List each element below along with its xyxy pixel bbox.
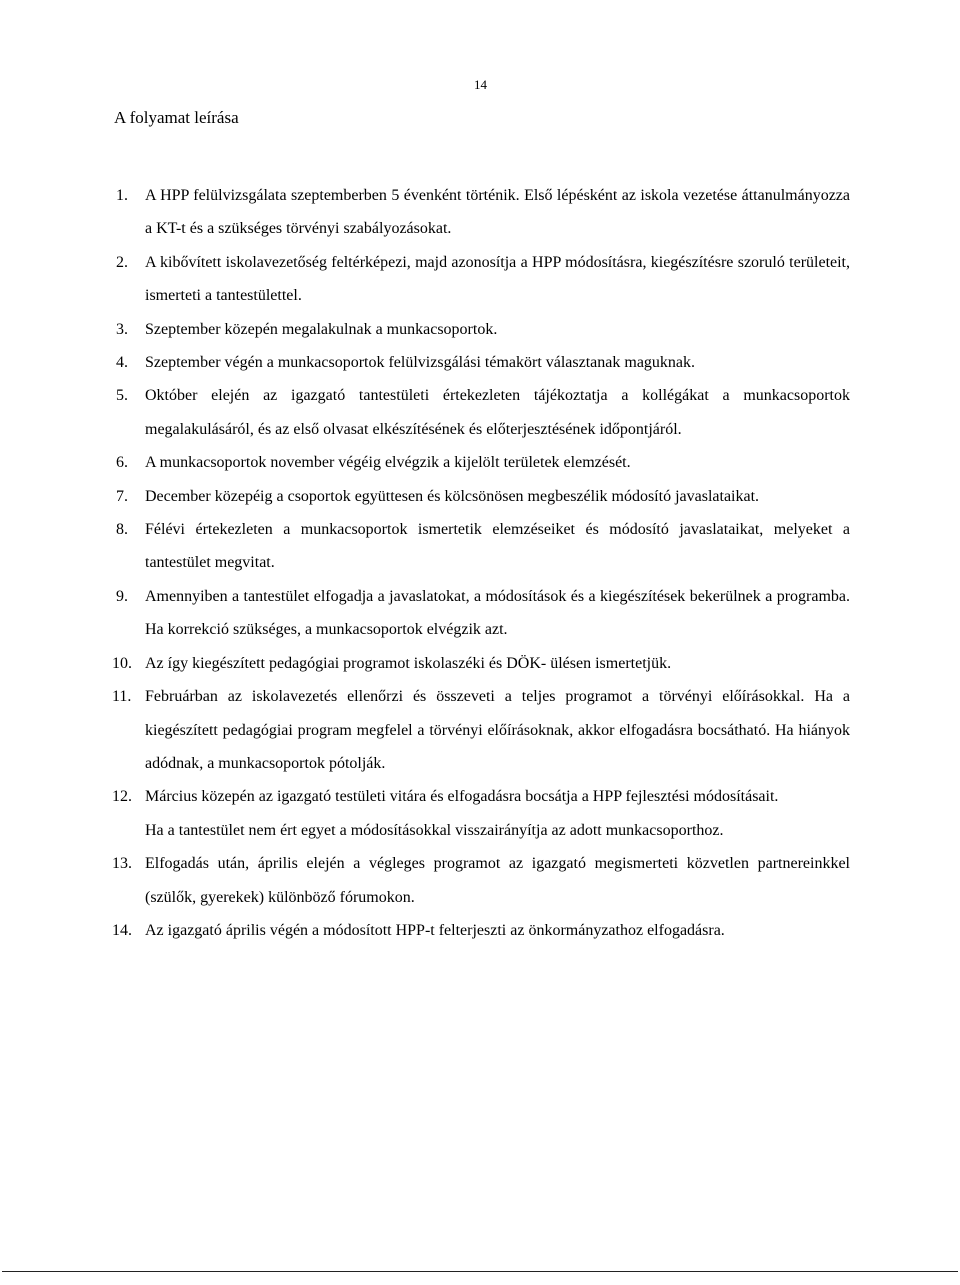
step-number: 5. — [116, 387, 128, 405]
footer-divider — [2, 1271, 958, 1272]
list-item — [0, 847, 960, 914]
list-item — [0, 480, 960, 513]
section-title: A folyamat leírása — [114, 108, 239, 127]
step-text: Félévi értekezleten a munkacsoportok ismertetik elemzéseiket és módosító javaslataikat, melyeket a tantestület megvitat. — [145, 521, 850, 572]
step-text: Elfogadás után, április elején a végleges programot az igazgató megismerteti közvetlen partnereinkkel (szülők, gyerekek) különböző fórumokon. — [145, 855, 850, 906]
process-steps-list — [0, 179, 960, 947]
step-text: Az így kiegészített pedagógiai programot iskolaszéki és DÖK- ülésen ismertetjük. — [145, 654, 672, 672]
step-text: Februárban az iskolavezetés ellenőrzi és összeveti a teljes programot a törvényi előírásokkal. Ha a kiegészített pedagógiai program megfelel a törvényi előírásoknak, akkor elfogadásra bocsátható. Ha hiányok adódnak, a munkacsoportok pótolják. — [145, 688, 850, 772]
list-item — [0, 780, 960, 813]
list-item — [0, 580, 960, 647]
step-text: A HPP felülvizsgálata szeptemberben 5 évenként történik. Első lépésként az iskola vezetése áttanulmányozza a KT-t és a szükséges törvényi szabályozásokat. — [145, 187, 850, 238]
step-text: Szeptember végén a munkacsoportok felülvizsgálási témakört választanak maguknak. — [145, 354, 696, 372]
list-item — [0, 647, 960, 680]
list-item — [0, 513, 960, 580]
step-text: Március közepén az igazgató testületi vitára és elfogadásra bocsátja a HPP fejlesztési módosításait. — [145, 788, 779, 806]
step-number: 14. — [112, 921, 132, 939]
step-number: 12. — [112, 788, 132, 806]
list-item — [0, 246, 960, 313]
step-number: 11. — [112, 688, 132, 706]
list-item — [0, 379, 960, 446]
step-number: 9. — [116, 587, 128, 605]
list-item — [0, 179, 960, 246]
step-number: 3. — [116, 320, 128, 338]
step-number: 1. — [116, 187, 128, 204]
page-number: 14 — [474, 77, 487, 92]
list-item — [0, 446, 960, 479]
step-text: Ha a tantestület nem ért egyet a módosításokkal visszairányítja az adott munkacsoporthoz. — [145, 821, 724, 839]
step-number: 2. — [116, 253, 128, 271]
step-text: Amennyiben a tantestület elfogadja a javaslatokat, a módosítások és a kiegészítések bekerülnek a programba. Ha korrekció szükséges, a munkacsoportok elvégzik azt. — [145, 587, 850, 639]
list-item — [0, 313, 960, 346]
step-number: 7. — [116, 487, 128, 505]
step-number: 8. — [116, 521, 128, 539]
step-text: A kibővített iskolavezetőség feltérképezi, majd azonosítja a HPP módosításra, kiegészítésre szoruló területeit, ismerteti a tantestülettel. — [145, 253, 850, 305]
list-item — [0, 914, 960, 947]
list-item — [0, 346, 960, 379]
step-number: 4. — [116, 354, 128, 372]
step-text: A munkacsoportok november végéig elvégzik a kijelölt területek elemzését. — [145, 454, 631, 472]
step-text: December közepéig a csoportok együttesen és kölcsönösen megbeszélik módosító javaslataikat. — [145, 487, 760, 505]
step-text: Október elején az igazgató tantestületi értekezleten tájékoztatja a kollégákat a munkacsoportok megalakulásáról, és az első olvasat elkészítésének és előterjesztésének időpontjáról. — [145, 387, 850, 438]
step-number: 6. — [116, 454, 128, 472]
step-number: 10. — [112, 654, 132, 672]
step-text: Szeptember közepén megalakulnak a munkacsoportok. — [145, 320, 498, 338]
step-number: 13. — [112, 855, 132, 873]
list-item — [0, 680, 960, 780]
list-item-continuation — [0, 814, 960, 847]
step-text: Az igazgató április végén a módosított HPP-t felterjeszti az önkormányzathoz elfogadásra. — [145, 921, 725, 939]
